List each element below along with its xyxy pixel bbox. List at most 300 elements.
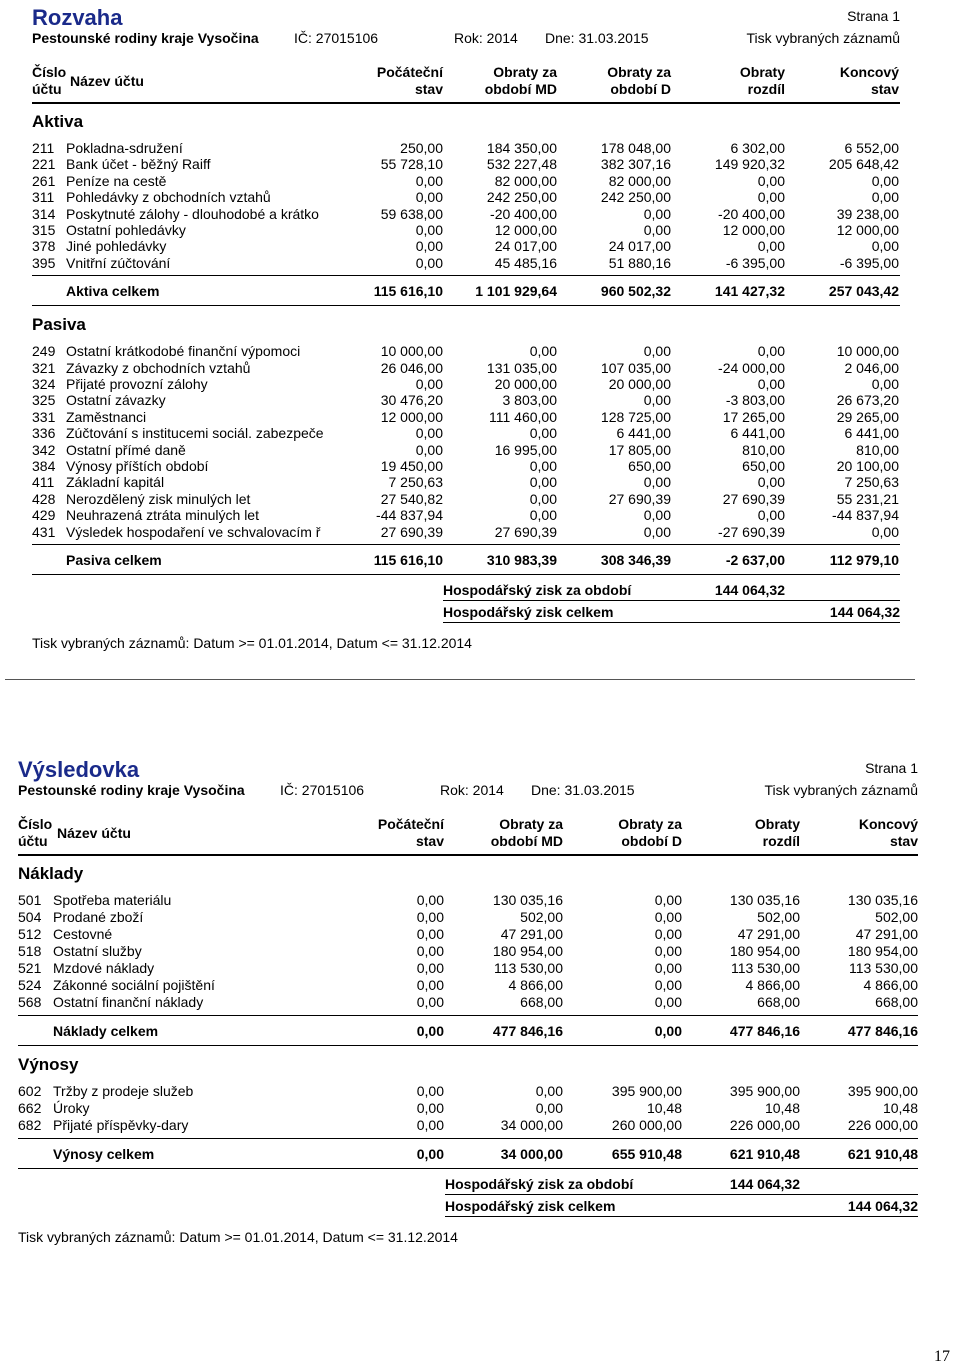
col-header-number: účtu [18, 833, 48, 849]
value-start: 0,00 [415, 441, 443, 458]
value-diff: -27 690,39 [718, 523, 785, 540]
col-header-d: období D [621, 833, 682, 849]
col-header-end: stav [870, 81, 899, 97]
value-d: 24 017,00 [608, 238, 671, 255]
profit-total-label: Hospodářský zisk celkem [445, 1198, 616, 1214]
value-start: 27 540,82 [380, 490, 443, 507]
col-header-start: stav [415, 833, 444, 849]
account-name: Zákonné sociální pojištění [53, 977, 215, 993]
value-end: 205 648,42 [828, 156, 899, 173]
value-d: 0,00 [654, 977, 682, 993]
col-header-start: Počáteční [377, 816, 444, 832]
report-date: Dne: 31.03.2015 [545, 30, 649, 46]
col-header-md: období MD [484, 81, 557, 97]
col-header-diff: Obraty [739, 64, 785, 80]
value-md: 12 000,00 [494, 222, 557, 238]
value-start: 250,00 [400, 140, 443, 156]
value-diff: 226 000,00 [729, 1117, 800, 1133]
value-d: 0,00 [643, 474, 671, 491]
account-name: Pohledávky z obchodních vztahů [66, 189, 271, 206]
value-d: 0,00 [654, 926, 682, 942]
value-diff: 0,00 [757, 238, 785, 255]
account-name: Výsledek hospodaření ve schvalovacím ř [66, 523, 321, 540]
section-rule [18, 1138, 918, 1139]
col-header-d: Obraty za [607, 64, 671, 80]
value-end: 4 866,00 [863, 977, 918, 993]
value-end: 55 231,21 [836, 490, 899, 507]
value-md: 0,00 [529, 507, 557, 524]
account-name: Ostatní přímé daně [66, 441, 186, 458]
account-name: Bank účet - běžný Raiff [66, 156, 211, 173]
account-name: Ostatní finanční náklady [53, 994, 204, 1010]
profit-rule [445, 1194, 918, 1195]
value-d: 0,00 [643, 523, 671, 540]
value-end: 0,00 [871, 172, 899, 189]
report-year: Rok: 2014 [454, 30, 518, 46]
value-d: 0,00 [643, 343, 671, 360]
col-header-end: stav [889, 833, 918, 849]
value-end: 47 291,00 [855, 926, 918, 942]
account-name: Přijaté provozní zálohy [66, 376, 208, 392]
value-d: 82 000,00 [608, 172, 671, 189]
col-header-start: Počáteční [376, 64, 443, 80]
value-d: 395 900,00 [611, 1083, 682, 1099]
value-d: 0,00 [654, 892, 682, 908]
col-header-diff: rozdíl [762, 833, 800, 849]
value-d: 260 000,00 [611, 1117, 682, 1133]
value-md: -20 400,00 [490, 205, 557, 222]
account-number: 325 [32, 392, 56, 409]
page-number: 17 [934, 1348, 950, 1365]
value-d: 0,00 [654, 909, 682, 925]
account-name: Mzdové náklady [53, 960, 155, 976]
value-end: -44 837,94 [832, 507, 899, 524]
value-diff: 668,00 [757, 994, 800, 1010]
total-diff: -2 637,00 [725, 552, 785, 568]
value-start: 27 690,39 [380, 523, 443, 540]
value-end: 20 100,00 [836, 458, 899, 474]
value-md: 0,00 [529, 458, 557, 474]
value-diff: -6 395,00 [725, 254, 785, 271]
account-number: 411 [32, 474, 55, 491]
col-header-md: Obraty za [493, 64, 557, 80]
account-number: 518 [18, 943, 42, 959]
company-id: IČ: 27015106 [294, 30, 379, 46]
account-number: 682 [18, 1117, 42, 1133]
account-name: Peníze na cestě [66, 172, 167, 189]
value-start: 26 046,00 [380, 359, 443, 376]
col-header-name: Název účtu [57, 825, 131, 841]
profit-period-value: 144 064,32 [714, 582, 785, 598]
account-name: Ostatní pohledávky [66, 222, 186, 238]
value-diff: -3 803,00 [725, 392, 785, 409]
value-md: 0,00 [535, 1083, 563, 1099]
value-md: 27 690,39 [494, 523, 557, 540]
value-end: 0,00 [871, 376, 899, 392]
section-rule [18, 1045, 918, 1046]
value-diff: 12 000,00 [722, 222, 785, 238]
report-title: Výsledovka [18, 757, 140, 782]
value-md: 532 227,48 [486, 156, 557, 173]
profit-rule [443, 622, 900, 623]
value-start: 0,00 [415, 425, 443, 442]
account-name: Neuhrazená ztráta minulých let [66, 507, 259, 524]
value-start: 0,00 [416, 960, 444, 976]
value-start: 12 000,00 [380, 408, 443, 425]
value-start: 19 450,00 [380, 458, 443, 474]
value-md: 20 000,00 [494, 376, 557, 392]
total-diff: 621 910,48 [729, 1146, 800, 1162]
value-end: 12 000,00 [836, 222, 899, 238]
total-end: 621 910,48 [847, 1146, 918, 1162]
value-start: 0,00 [416, 892, 444, 908]
account-name: Cestovné [53, 926, 113, 942]
value-end: 130 035,16 [847, 892, 918, 908]
profit-rule [445, 1216, 918, 1217]
account-number: 501 [18, 892, 42, 908]
value-md: 0,00 [535, 1100, 563, 1116]
value-diff: 0,00 [757, 343, 785, 360]
print-label: Tisk vybraných záznamů [764, 782, 918, 798]
col-header-diff: rozdíl [747, 81, 785, 97]
account-number: 512 [18, 926, 42, 942]
filter-note: Tisk vybraných záznamů: Datum >= 01.01.2014, Datum <= 31.12.2014 [32, 635, 472, 651]
account-name: Ostatní služby [53, 943, 142, 959]
section-rule [18, 1015, 918, 1016]
value-d: 178 048,00 [600, 140, 671, 156]
value-end: 2 046,00 [844, 359, 899, 376]
header-rule [32, 102, 900, 104]
total-d: 308 346,39 [600, 552, 671, 568]
value-start: 10 000,00 [380, 343, 443, 360]
section-rule [32, 275, 900, 276]
value-start: 0,00 [416, 1083, 444, 1099]
value-end: 0,00 [871, 189, 899, 206]
total-start: 0,00 [416, 1146, 444, 1162]
total-start: 0,00 [416, 1023, 444, 1039]
total-d: 655 910,48 [611, 1146, 682, 1162]
value-end: 6 552,00 [844, 140, 899, 156]
value-end: 668,00 [875, 994, 918, 1010]
value-diff: 0,00 [757, 507, 785, 524]
value-diff: 650,00 [742, 458, 785, 474]
value-end: 113 530,00 [848, 960, 918, 976]
total-end: 257 043,42 [828, 283, 899, 300]
value-start: 0,00 [416, 926, 444, 942]
value-md: 242 250,00 [486, 189, 557, 206]
profit-period-value: 144 064,32 [729, 1176, 800, 1192]
account-number: 378 [32, 238, 56, 255]
value-d: 0,00 [654, 960, 682, 976]
value-diff: 0,00 [757, 376, 785, 392]
account-number: 384 [32, 458, 56, 474]
value-md: 82 000,00 [494, 172, 557, 189]
account-name: Spotřeba materiálu [53, 892, 172, 908]
value-md: 34 000,00 [500, 1117, 563, 1133]
account-name: Ostatní krátkodobé finanční výpomoci [66, 343, 301, 360]
total-md: 34 000,00 [500, 1146, 563, 1162]
col-header-end: Koncový [839, 64, 899, 80]
value-start: 30 476,20 [380, 392, 443, 409]
account-number: 521 [18, 960, 42, 976]
value-d: 0,00 [643, 507, 671, 524]
value-d: 0,00 [643, 205, 671, 222]
value-end: 810,00 [856, 441, 899, 458]
total-label: Pasiva celkem [66, 552, 162, 568]
value-diff: 395 900,00 [729, 1083, 800, 1099]
total-diff: 141 427,32 [714, 283, 785, 300]
value-md: 3 803,00 [502, 392, 557, 409]
total-d: 960 502,32 [600, 283, 671, 300]
section-rule [32, 544, 900, 545]
value-md: 24 017,00 [494, 238, 557, 255]
value-end: 10,48 [882, 1100, 918, 1116]
total-md: 1 101 929,64 [475, 283, 557, 300]
value-d: 17 805,00 [608, 441, 671, 458]
value-start: 0,00 [415, 254, 443, 271]
value-end: -6 395,00 [839, 254, 899, 271]
account-number: 314 [32, 205, 56, 222]
value-end: 7 250,63 [844, 474, 899, 491]
value-md: 0,00 [529, 474, 557, 491]
value-d: 128 725,00 [600, 408, 671, 425]
account-number: 324 [32, 376, 56, 392]
account-number: 336 [32, 425, 56, 442]
value-d: 0,00 [643, 222, 671, 238]
profit-period-label: Hospodářský zisk za období [445, 1176, 634, 1192]
account-name: Základní kapitál [66, 474, 165, 491]
value-d: 0,00 [643, 392, 671, 409]
value-start: 0,00 [416, 994, 444, 1010]
section-rule [18, 1168, 918, 1169]
section-rule [32, 574, 900, 575]
organization-name: Pestounské rodiny kraje Vysočina [32, 30, 259, 46]
total-d: 0,00 [654, 1023, 682, 1039]
profit-rule [443, 600, 900, 601]
col-header-number: Číslo [18, 816, 53, 832]
value-end: 10 000,00 [836, 343, 899, 360]
filter-note: Tisk vybraných záznamů: Datum >= 01.01.2014, Datum <= 31.12.2014 [18, 1229, 458, 1245]
value-start: 0,00 [415, 222, 443, 238]
account-name: Závazky z obchodních vztahů [66, 359, 251, 376]
value-end: 502,00 [875, 909, 918, 925]
value-md: 502,00 [520, 909, 563, 925]
account-name: Nerozdělený zisk minulých let [66, 490, 251, 507]
report-date: Dne: 31.03.2015 [531, 782, 635, 798]
section-title: Výnosy [18, 1055, 79, 1074]
account-number: 602 [18, 1083, 42, 1099]
value-md: 113 530,00 [493, 960, 563, 976]
value-start: 0,00 [415, 189, 443, 206]
value-d: 382 307,16 [600, 156, 671, 173]
col-header-diff: Obraty [754, 816, 800, 832]
account-name: Pokladna-sdružení [66, 140, 183, 156]
account-number: 504 [18, 909, 42, 925]
value-md: 0,00 [529, 490, 557, 507]
value-diff: 502,00 [757, 909, 800, 925]
account-name: Zúčtování s institucemi sociál. zabezpeče [66, 425, 324, 442]
value-start: 0,00 [416, 1100, 444, 1116]
value-start: 0,00 [415, 172, 443, 189]
value-md: 0,00 [529, 425, 557, 442]
value-d: 242 250,00 [600, 189, 671, 206]
value-d: 51 880,16 [608, 254, 671, 271]
value-end: 39 238,00 [836, 205, 899, 222]
value-d: 10,48 [646, 1100, 682, 1116]
value-diff: 4 866,00 [745, 977, 800, 993]
value-d: 0,00 [654, 943, 682, 959]
profit-period-label: Hospodářský zisk za období [443, 582, 632, 598]
report-year: Rok: 2014 [440, 782, 504, 798]
value-diff: 17 265,00 [722, 408, 785, 425]
account-number: 331 [32, 408, 56, 425]
value-d: 650,00 [628, 458, 671, 474]
value-diff: 0,00 [757, 172, 785, 189]
account-number: 342 [32, 441, 56, 458]
value-d: 107 035,00 [600, 359, 671, 376]
value-md: 47 291,00 [500, 926, 563, 942]
value-md: 130 035,16 [492, 892, 563, 908]
value-start: 0,00 [415, 376, 443, 392]
value-md: 180 954,00 [492, 943, 563, 959]
value-diff: 10,48 [764, 1100, 800, 1116]
col-header-name: Název účtu [70, 73, 144, 89]
total-start: 115 616,10 [373, 552, 443, 568]
account-name: Přijaté příspěvky-dary [53, 1117, 189, 1133]
account-number: 221 [32, 156, 56, 173]
value-diff: 180 954,00 [729, 943, 800, 959]
account-number: 261 [32, 172, 56, 189]
value-end: 226 000,00 [847, 1117, 918, 1133]
value-end: 0,00 [871, 238, 899, 255]
value-start: 7 250,63 [388, 474, 443, 491]
value-start: 0,00 [415, 238, 443, 255]
account-name: Úroky [53, 1100, 90, 1116]
value-md: 111 460,00 [489, 408, 557, 425]
value-d: 27 690,39 [608, 490, 671, 507]
page-label: Strana 1 [865, 760, 918, 776]
section-title: Pasiva [32, 315, 86, 335]
total-end: 112 979,10 [829, 552, 899, 568]
value-start: 59 638,00 [380, 205, 443, 222]
account-number: 429 [32, 507, 56, 524]
value-diff: 47 291,00 [737, 926, 800, 942]
account-name: Ostatní závazky [66, 392, 166, 409]
value-md: 16 995,00 [494, 441, 557, 458]
account-number: 315 [32, 222, 56, 238]
value-d: 0,00 [654, 994, 682, 1010]
value-end: 29 265,00 [836, 408, 899, 425]
value-end: 0,00 [871, 523, 899, 540]
account-name: Výnosy příštích období [66, 458, 209, 474]
value-diff: 6 441,00 [730, 425, 785, 442]
col-header-md: Obraty za [499, 816, 563, 832]
account-number: 249 [32, 343, 56, 360]
account-number: 431 [32, 523, 56, 540]
value-md: 0,00 [529, 343, 557, 360]
col-header-number: účtu [32, 81, 62, 97]
report-title: Rozvaha [32, 5, 123, 30]
col-header-number: Číslo [32, 64, 67, 80]
value-start: 0,00 [416, 909, 444, 925]
value-end: 26 673,20 [836, 392, 899, 409]
account-name: Vnitřní zúčtování [66, 254, 171, 271]
value-end: 6 441,00 [844, 425, 899, 442]
value-md: 131 035,00 [486, 359, 557, 376]
col-header-start: stav [414, 81, 443, 97]
account-name: Poskytnuté zálohy - dlouhodobé a krátko [66, 205, 319, 222]
value-end: 180 954,00 [847, 943, 918, 959]
total-md: 477 846,16 [492, 1023, 563, 1039]
account-name: Prodané zboží [53, 909, 144, 925]
value-diff: 6 302,00 [730, 140, 785, 156]
account-name: Jiné pohledávky [66, 238, 167, 255]
total-md: 310 983,39 [486, 552, 557, 568]
col-header-md: období MD [490, 833, 563, 849]
account-name: Tržby z prodeje služeb [53, 1083, 194, 1099]
value-d: 20 000,00 [608, 376, 671, 392]
page-separator [5, 679, 915, 680]
total-label: Náklady celkem [53, 1023, 159, 1039]
account-number: 662 [18, 1100, 42, 1116]
value-d: 6 441,00 [616, 425, 671, 442]
account-number: 524 [18, 977, 42, 993]
account-number: 568 [18, 994, 42, 1010]
value-diff: 0,00 [757, 474, 785, 491]
value-diff: 113 530,00 [730, 960, 800, 976]
total-label: Výnosy celkem [53, 1146, 155, 1162]
profit-total-label: Hospodářský zisk celkem [443, 604, 614, 620]
col-header-d: období D [610, 81, 671, 97]
value-diff: -20 400,00 [718, 205, 785, 222]
value-end: 395 900,00 [847, 1083, 918, 1099]
company-id: IČ: 27015106 [280, 782, 365, 798]
col-header-d: Obraty za [618, 816, 682, 832]
value-start: 0,00 [416, 943, 444, 959]
value-md: 184 350,00 [486, 140, 557, 156]
value-diff: 149 920,32 [714, 156, 785, 173]
col-header-end: Koncový [858, 816, 918, 832]
total-end: 477 846,16 [847, 1023, 918, 1039]
total-diff: 477 846,16 [729, 1023, 800, 1039]
value-md: 4 866,00 [508, 977, 563, 993]
account-number: 311 [32, 189, 55, 206]
value-md: 45 485,16 [494, 254, 557, 271]
section-title: Aktiva [32, 112, 84, 131]
total-label: Aktiva celkem [66, 283, 160, 300]
account-name: Zaměstnanci [66, 408, 147, 425]
value-start: 0,00 [416, 977, 444, 993]
value-start: 55 728,10 [380, 156, 443, 173]
profit-total-value: 144 064,32 [847, 1198, 918, 1214]
total-start: 115 616,10 [373, 283, 443, 300]
value-start: 0,00 [416, 1117, 444, 1133]
section-rule [32, 305, 900, 306]
value-diff: 27 690,39 [722, 490, 785, 507]
profit-total-value: 144 064,32 [829, 604, 900, 620]
value-start: -44 837,94 [376, 507, 443, 524]
print-label: Tisk vybraných záznamů [746, 30, 900, 46]
organization-name: Pestounské rodiny kraje Vysočina [18, 782, 245, 798]
account-number: 428 [32, 490, 56, 507]
value-md: 668,00 [520, 994, 563, 1010]
page-label: Strana 1 [847, 8, 900, 24]
value-diff: 130 035,16 [729, 892, 800, 908]
value-diff: 810,00 [742, 441, 785, 458]
value-diff: 0,00 [757, 189, 785, 206]
account-number: 211 [32, 140, 55, 156]
value-diff: -24 000,00 [718, 359, 785, 376]
